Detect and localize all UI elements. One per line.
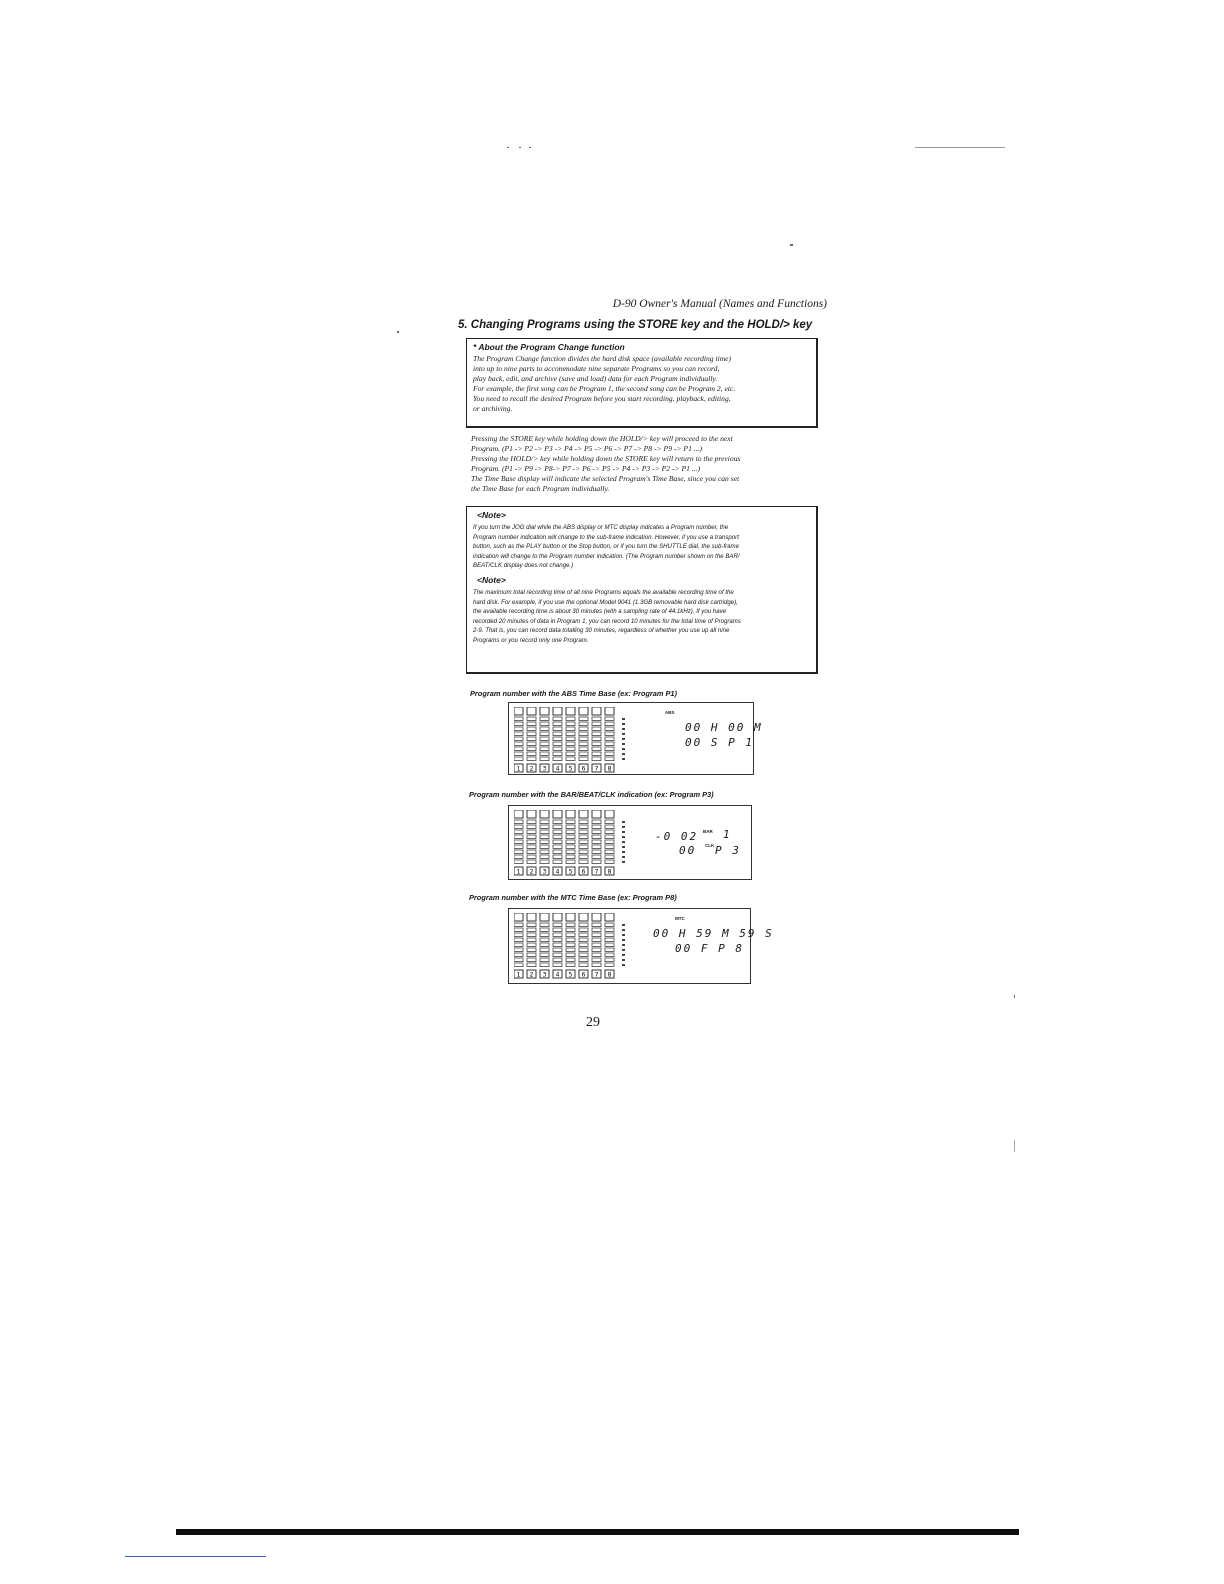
footnote-rule (125, 1556, 266, 1557)
body-line: Program. (P1 -> P9 -> P8-> P7 -> P6 -> P5 -> P4 -> P3 -> P2 -> P1 ...) (471, 464, 701, 474)
lcd-readout-row1: 00 H 59 M 59 S (653, 927, 774, 940)
lcd-readout-row2: 00 S P 1 (685, 736, 754, 749)
bottom-rule (176, 1529, 1019, 1535)
scan-speck (397, 331, 399, 333)
display-caption-mtc: Program number with the MTC Time Base (ex: Program P8) (469, 893, 677, 902)
level-meters-icon (514, 913, 634, 979)
body-line: The Time Base display will indicate the selected Program's Time Base, since you can set (471, 474, 740, 484)
body-paragraph (471, 434, 821, 495)
meter-channel-number: 1 (516, 765, 521, 773)
scan-speck (529, 147, 531, 148)
meter-channel-number: 3 (542, 868, 547, 876)
about-line: play back, edit, and archive (save and load) data for each Program individually. (473, 374, 718, 384)
display-caption-abs: Program number with the ABS Time Base (ex: Program P1) (470, 689, 677, 698)
lcd-readout-row1: -0 02 (655, 830, 699, 843)
scan-speck (915, 147, 1005, 148)
note-body (473, 588, 810, 646)
meter-channel-number: 1 (516, 971, 521, 979)
scan-speck (519, 147, 521, 148)
note-line: If you turn the JOG dial while the ABS display or MTC display indicates a Program number, the (473, 524, 729, 531)
lcd-readout-row1: 00 H 00 M (685, 721, 763, 734)
meter-channel-number: 2 (529, 765, 534, 773)
note-line: Programs or you record only one Program. (473, 636, 589, 644)
display-caption-bar: Program number with the BAR/BEAT/CLK indication (ex: Program P3) (469, 790, 714, 799)
note-line: The maximum total recording time of all nine Programs equals the available recording time of the (473, 588, 734, 596)
meter-channel-number: 2 (529, 971, 534, 979)
running-header: D-90 Owner's Manual (Names and Functions) (612, 298, 827, 310)
note-line: the available recording time is about 30 minutes (with a sampling rate of 44.1kHz). If you have (473, 608, 727, 616)
scan-speck (790, 244, 793, 246)
meter-channel-number: 8 (607, 868, 612, 876)
meter-channel-number: 5 (568, 765, 573, 773)
meter-channel-number: 6 (581, 765, 586, 773)
note-line: BEAT/CLK display does not change.) (473, 562, 574, 570)
level-meters-icon (514, 810, 634, 876)
lcd-label-clk: CLK (705, 843, 715, 848)
lcd-readout-row1-beat: 1 (723, 828, 732, 841)
lcd-label-abs: ABS (665, 710, 675, 715)
meter-channel-number: 6 (581, 868, 586, 876)
meter-channel-number: 3 (542, 765, 547, 773)
note-line: button, such as the PLAY button or the Stop button, or if you turn the SHUTTLE dial, the sub-frame (473, 543, 740, 551)
about-box-title: * About the Program Change function (473, 342, 625, 352)
note-line: recorded 20 minutes of data in Program 1, you can record 10 minutes for the total time of Programs (473, 617, 741, 625)
level-meters-icon (514, 707, 634, 773)
meter-channel-number: 4 (555, 765, 560, 773)
lcd-readout-row2-program: P 3 (715, 844, 741, 857)
note-heading: <Note> (477, 510, 506, 520)
meter-channel-number: 5 (568, 868, 573, 876)
lcd-display-abs (508, 702, 763, 775)
meter-channel-number: 6 (581, 971, 586, 979)
notes-box (466, 506, 818, 674)
meter-channel-number: 2 (529, 868, 534, 876)
scan-speck (507, 147, 509, 148)
meter-channel-number: 8 (607, 765, 612, 773)
section-title: 5. Changing Programs using the STORE key and the HOLD/> key (458, 319, 813, 331)
lcd-label-bar: BAR (703, 829, 713, 834)
meter-channel-number: 1 (516, 868, 521, 876)
about-box-body (473, 354, 810, 415)
note-line: hard disk. For example, if you use the optional Model 9041 (1.3GB removable hard disk cartridge), (473, 598, 738, 606)
lcd-display-bar (508, 805, 752, 880)
scan-speck (1014, 1140, 1015, 1152)
note-heading: <Note> (477, 574, 506, 585)
about-line: into up to nine parts to accommodate nine separate Programs so you can record, (473, 364, 720, 374)
about-line: or archiving. (473, 404, 513, 414)
lcd-label-mtc: MTC (675, 916, 685, 921)
lcd-readout-row2: 00 F P 8 (675, 942, 744, 955)
about-line: For example, the first song can be Program 1, the second song can be Program 2, etc. (473, 384, 736, 394)
body-line: Program. (P1 -> P2 -> P3 -> P4 -> P5 -> P6 -> P7 -> P8 -> P9 -> P1 ...) (471, 444, 702, 454)
about-program-change-box (466, 338, 818, 428)
meter-channel-number: 7 (594, 868, 599, 876)
meter-channel-number: 7 (594, 971, 599, 979)
body-line: Pressing the HOLD/> key while holding down the STORE key will return to the previous (471, 454, 741, 464)
lcd-display-mtc (508, 908, 774, 984)
note-line: 2-9. That is, you can record data totalling 30 minutes, regardless of whether you use up all nine (473, 627, 730, 635)
page-number: 29 (586, 1015, 600, 1030)
note-body (473, 523, 810, 571)
meter-channel-number: 7 (594, 765, 599, 773)
about-line: You need to recall the desired Program before you start recording, playback, editing, (473, 394, 731, 404)
body-line: the Time Base for each Program individually. (471, 484, 610, 494)
meter-channel-number: 4 (555, 868, 560, 876)
scan-speck (1014, 995, 1015, 998)
note-line: indication will change to the Program number indication. (The Program number shown on the BAR/ (473, 552, 740, 560)
meter-channel-number: 5 (568, 971, 573, 979)
note-line: Program number indication will change to the sub-frame indication. However, if you use a transport (473, 533, 739, 541)
meter-channel-number: 3 (542, 971, 547, 979)
body-line: Pressing the STORE key while holding down the HOLD/> key will proceed to the next (471, 434, 733, 443)
about-line: The Program Change function divides the hard disk space (available recording time) (473, 354, 732, 363)
meter-channel-number: 4 (555, 971, 560, 979)
meter-channel-number: 8 (607, 971, 612, 979)
lcd-readout-row2: 00 (679, 844, 697, 857)
